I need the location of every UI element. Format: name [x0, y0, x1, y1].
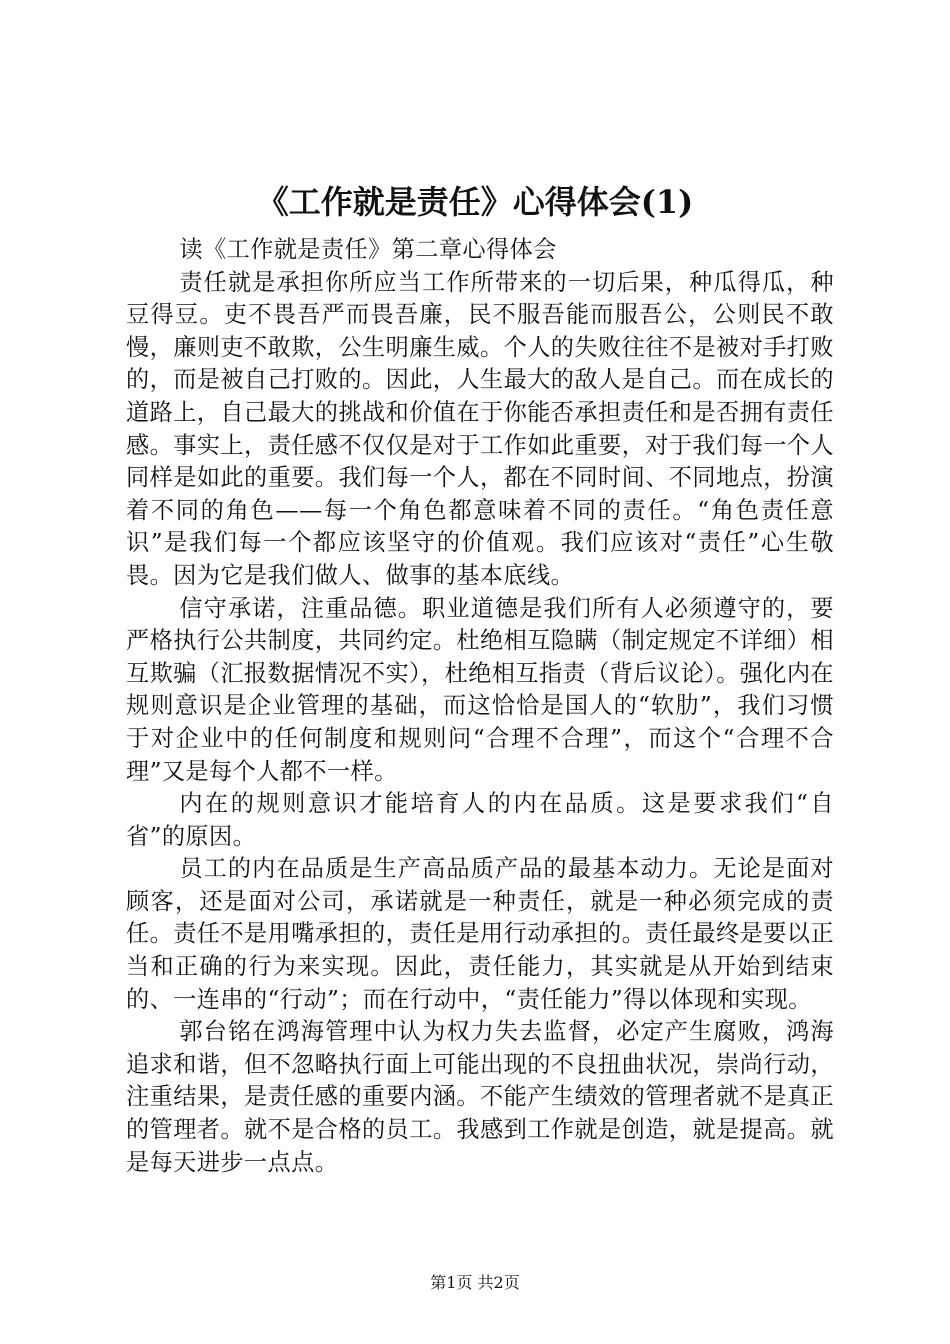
paragraph-subtitle: 读《工作就是责任》第二章心得体会	[179, 236, 557, 263]
paragraph: 内在的规则意识才能培育人的内在品质。这是要求我们“自省”的原因。	[126, 790, 834, 850]
document-title: 《工作就是责任》心得体会(1)	[256, 183, 694, 221]
paragraph: 郭台铭在鸿海管理中认为权力失去监督，必定产生腐败，鸿海追求和谐，但不忽略执行面上可能出现的不良扭曲状况，崇尚行动，注重结果，是责任感的重要内涵。不能产生绩效的管理者就不是真正的管理者。就不是合格的员工。我感到工作就是创造，就是提高。就是每天进步一点点。	[126, 1018, 834, 1176]
page-number-footer: 第1页 共2页	[430, 1273, 520, 1292]
paragraph: 员工的内在品质是生产高品质产品的最基本动力。无论是面对顾客，还是面对公司，承诺就是一种责任，就是一种必须完成的责任。责任不是用嘴承担的，责任是用行动承担的。责任最终是要以正当和正确的行为来实现。因此，责任能力，其实就是从开始到结束的、一连串的“行动”；而在行动中，“责任能力”得以体现和实现。	[126, 855, 834, 1013]
paragraph: 责任就是承担你所应当工作所带来的一切后果，种瓜得瓜，种豆得豆。吏不畏吾严而畏吾廉，民不服吾能而服吾公，公则民不敢慢，廉则吏不敢欺，公生明廉生威。个人的失败往往不是被对手打败的，而是被自己打败的。因此，人生最大的敌人是自己。而在成长的道路上，自己最大的挑战和价值在于你能否承担责任和是否拥有责任感。事实上，责任感不仅仅是对于工作如此重要，对于我们每一个人同样是如此的重要。我们每一个人，都在不同时间、不同地点，扮演着不同的角色——每一个角色都意味着不同的责任。“角色责任意识”是我们每一个都应该坚守的价值观。我们应该对“责任”心生敬畏。因为它是我们做人、做事的基本底线。	[126, 268, 834, 589]
paragraph: 信守承诺，注重品德。职业道德是我们所有人必须遵守的，要严格执行公共制度，共同约定。杜绝相互隐瞒（制定规定不详细）相互欺骗（汇报数据情况不实），杜绝相互指责（背后议论）。强化内在规则意识是企业管理的基础，而这恰恰是国人的“软肋”，我们习惯于对企业中的任何制度和规则问“合理不合理”，而这个“合理不合理”又是每个人都不一样。	[126, 594, 835, 785]
document-body	[126, 234, 834, 1179]
